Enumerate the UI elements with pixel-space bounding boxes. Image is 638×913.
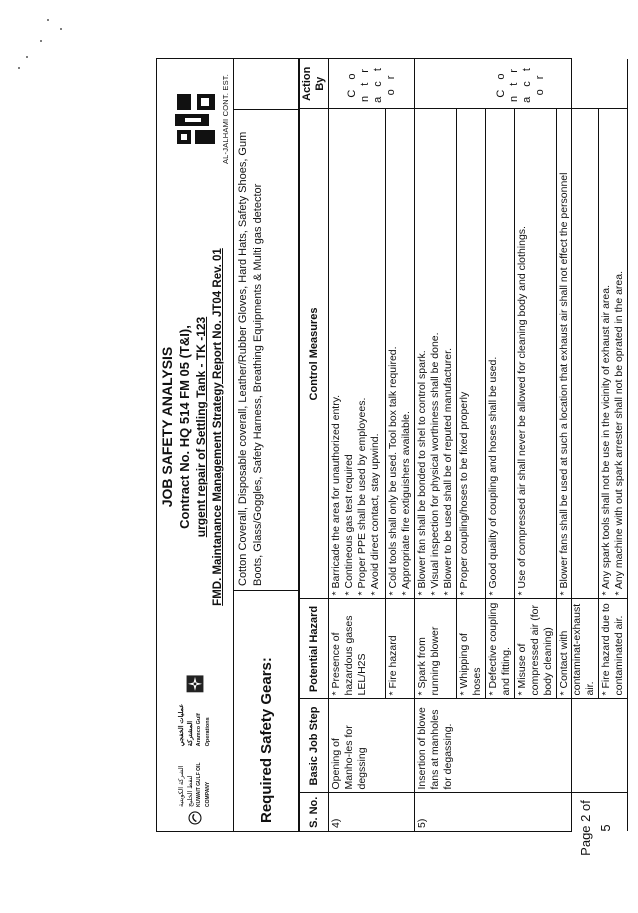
- project-name: urgent repair of Settling Tank - TK -123: [194, 316, 208, 538]
- scan-speck: [40, 40, 42, 42]
- row-hazard: * Spark from running blower: [415, 599, 457, 699]
- row-controls: [457, 109, 486, 599]
- header-titles: [157, 179, 233, 675]
- kgoc-english: KUWAIT GULF OIL COMPANY: [196, 762, 211, 807]
- contract-number: Contract No. HQ 514 FM 05 (T&I),: [177, 325, 192, 529]
- row-action: C o n t r a c t o r: [415, 59, 628, 109]
- safety-gears-section: [234, 59, 299, 831]
- row-hazard: * Contact with contaminat-exhaust air.: [557, 599, 599, 699]
- ago-emblem-icon: [182, 675, 208, 693]
- row-action: C o n t r a c t o r: [329, 59, 415, 109]
- control-item: * Any machine with out spark arrester shall not be oprated in the area.: [613, 270, 625, 596]
- scan-speck: [26, 56, 28, 58]
- header-logos: [157, 675, 233, 831]
- control-item: * Barricade the area for unauthorized entry.: [330, 394, 342, 596]
- row-controls: [329, 109, 386, 599]
- table-row: [329, 59, 386, 831]
- table-header-row: [300, 59, 329, 831]
- row-controls: [486, 109, 515, 599]
- document-title: JOB SAFETY ANALYSIS: [159, 346, 175, 508]
- jce-logo-icon: [173, 92, 221, 146]
- ago-name: [177, 697, 213, 746]
- control-item: * Use of compressed air shall never be allowed for cleaning body and clothings.: [516, 226, 528, 596]
- kgoc-arabic: الشركة الكويتية لنفط الخليج: [178, 765, 194, 807]
- scan-speck: [47, 19, 49, 21]
- scan-speck: [18, 67, 20, 69]
- col-header-sno: S. No.: [300, 793, 329, 831]
- row-hazard: * Fire hazard due to contaminated air.: [599, 599, 628, 699]
- report-number: FMD. Maintanance Management Strategy Report No. JT04 Rev. 01: [212, 248, 224, 606]
- row-controls: [557, 109, 599, 599]
- row-step: Insertion of blowe fans at manholes for degassing.: [415, 699, 628, 793]
- row-hazard: * Presence of hazardous gases LEL/H2S: [329, 599, 386, 699]
- control-item: * Blower fan shall be bonded to shel to control spark.: [416, 350, 428, 596]
- row-hazard: * Defective coupling and fitting.: [486, 599, 515, 699]
- safety-gears-list: Cotton Coverall, Disposable coverall, Leather/Rubber Gloves, Hard Hats, Safety Shoes, Gum Boots, Glass/Goggles, Safety Harness, Breathing Equipments & Multi gas detector: [234, 110, 298, 591]
- control-item: * Proper coupling/hoses to be fixed properly: [458, 391, 470, 596]
- table-row: [415, 59, 457, 831]
- row-controls: [599, 109, 628, 599]
- control-item: * Appropriate fire extiguishers available.: [400, 411, 412, 596]
- row-controls: [415, 109, 457, 599]
- control-item: * Contineous gas test required: [343, 454, 355, 596]
- scan-speck: [60, 28, 62, 30]
- control-item: * Blower fans shall be used at such a location that exhaust air shall not effect the personnel: [558, 172, 570, 596]
- jsa-table: [299, 59, 628, 831]
- page-number: Page 2 of 5: [578, 800, 613, 856]
- col-header-action: Action By: [300, 59, 329, 109]
- row-hazard: * Fire hazard: [386, 599, 415, 699]
- contractor-name: AL-JALHAMI CONT. EST.: [221, 73, 230, 165]
- safety-gears-label: Required Safety Gears:: [257, 657, 275, 823]
- row-controls: [386, 109, 415, 599]
- control-item: * Proper PPE shall be used by employees.: [356, 397, 368, 596]
- safety-gears-action-cell: [234, 59, 298, 110]
- kgoc-name: [177, 754, 213, 807]
- document-header: [157, 59, 234, 831]
- row-hazard: * Whipping of hoses: [457, 599, 486, 699]
- row-controls: [515, 109, 557, 599]
- row-sno: 4): [329, 793, 415, 831]
- contractor-logo: [157, 59, 233, 179]
- col-header-step: Basic Job Step: [300, 699, 329, 793]
- control-item: * Any spark tools shall not be use in the vicinity of exhaust air area.: [600, 284, 612, 596]
- ago-english: Aramco Gulf Operations: [196, 713, 211, 747]
- control-item: * Visual inspection for physical worthiness shall be done.: [429, 332, 441, 596]
- control-item: * Blower to be used shall be of reputed manufacturer.: [442, 348, 454, 596]
- control-item: * Cold tools shall only be used. Tool box talk required.: [387, 346, 399, 596]
- control-item: * Good quality of coupling and hoses shall be used.: [487, 356, 499, 596]
- ago-arabic: عمليات الخفجي المشتركة: [178, 703, 194, 747]
- row-step: Opening of Manho-les for degssing: [329, 699, 415, 793]
- kgoc-logo-icon: [185, 811, 205, 825]
- col-header-hazard: Potential Hazard: [300, 599, 329, 699]
- row-sno: 5): [415, 793, 628, 831]
- row-hazard: * Misuse of compressed air (for body cleaning): [515, 599, 557, 699]
- col-header-control: Control Measures: [300, 109, 329, 599]
- control-item: * Avoid direct contact, stay upwind.: [369, 433, 381, 596]
